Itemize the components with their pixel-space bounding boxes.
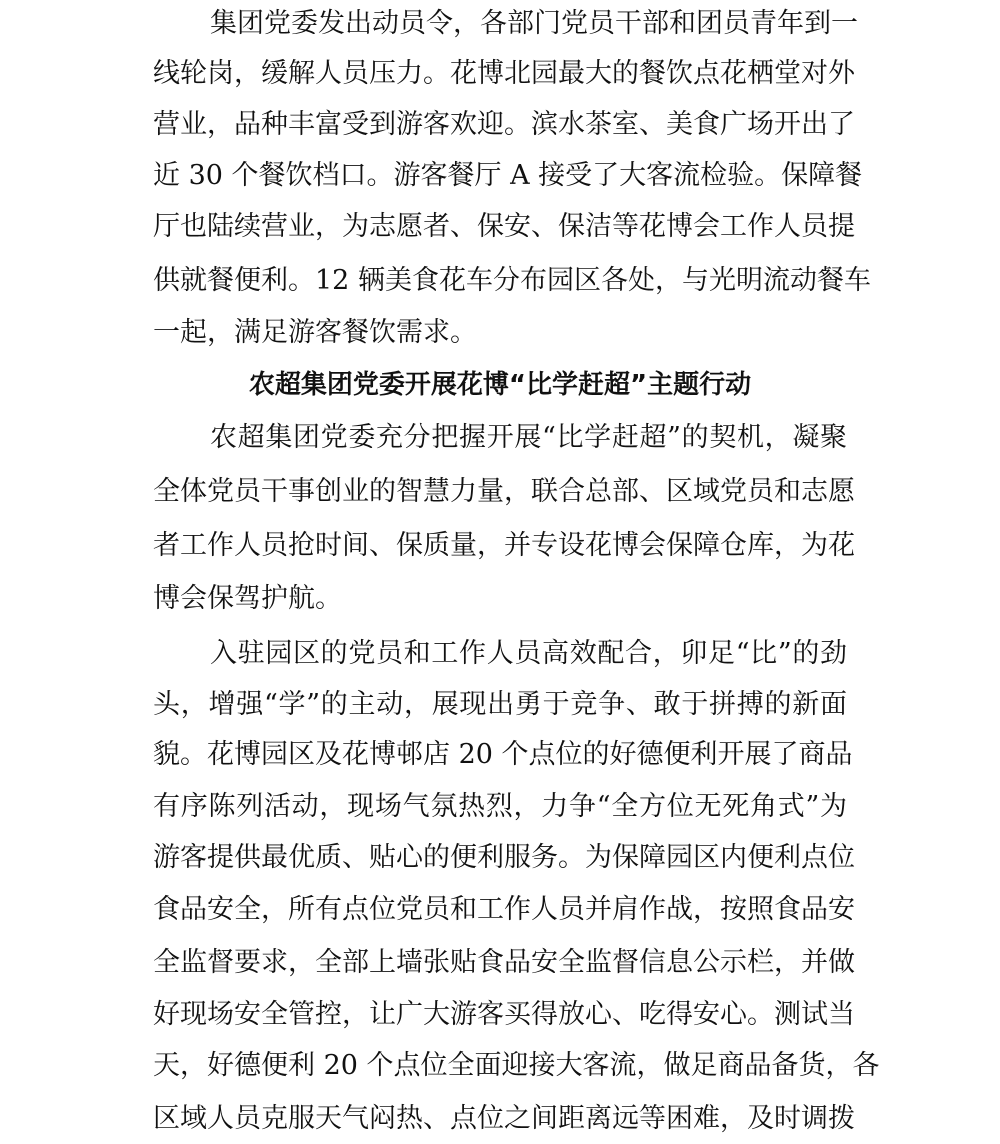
paragraph-1-line-5: 厅也陆续营业，为志愿者、保安、保洁等花博会工作人员提 [153,211,855,242]
paragraph-3-line-7: 全监督要求，全部上墙张贴食品安全监督信息公示栏，并做 [153,947,855,978]
paragraph-2-line-4: 博会保驾护航。 [153,583,342,614]
paragraph-3-line-10: 区域人员克服天气闷热、点位之间距离远等困难，及时调拨 [153,1103,855,1134]
paragraph-3-line-5: 游客提供最优质、贴心的便利服务。为保障园区内便利点位 [153,842,855,873]
paragraph-3-line-3: 貌。花博园区及花博邨店 20 个点位的好德便利开展了商品 [153,739,853,770]
paragraph-1-line-4: 近 30 个餐饮档口。游客餐厅 A 接受了大客流检验。保障餐 [153,160,863,191]
paragraph-1-line-6: 供就餐便利。12 辆美食花车分布园区各处，与光明流动餐车 [153,265,871,296]
paragraph-3-line-1: 入驻园区的党员和工作人员高效配合，卯足“比”的劲 [210,638,847,669]
paragraph-3-line-9: 天，好德便利 20 个点位全面迎接大客流，做足商品备货，各 [153,1050,880,1081]
paragraph-1-line-7: 一起，满足游客餐饮需求。 [153,317,477,348]
section-heading: 农超集团党委开展花博“比学赶超”主题行动 [248,370,752,400]
paragraph-3-line-2: 头，增强“学”的主动，展现出勇于竞争、敢于拼搏的新面 [153,689,847,720]
paragraph-2-line-3: 者工作人员抢时间、保质量，并专设花博会保障仓库，为花 [153,530,855,561]
paragraph-2-line-1: 农超集团党委充分把握开展“比学赶超”的契机，凝聚 [210,422,847,453]
paragraph-1-line-1: 集团党委发出动员令，各部门党员干部和团员青年到一 [210,8,858,39]
paragraph-2-line-2: 全体党员干事创业的智慧力量，联合总部、区域党员和志愿 [153,476,855,507]
paragraph-1-line-2: 线轮岗，缓解人员压力。花博北园最大的餐饮点花栖堂对外 [153,58,855,89]
paragraph-3-line-8: 好现场安全管控，让广大游客买得放心、吃得安心。测试当 [153,999,855,1030]
paragraph-1-line-3: 营业，品种丰富受到游客欢迎。滨水茶室、美食广场开出了 [153,109,855,140]
paragraph-3-line-6: 食品安全，所有点位党员和工作人员并肩作战，按照食品安 [153,894,855,925]
paragraph-3-line-4: 有序陈列活动，现场气氛热烈，力争“全方位无死角式”为 [153,791,847,822]
